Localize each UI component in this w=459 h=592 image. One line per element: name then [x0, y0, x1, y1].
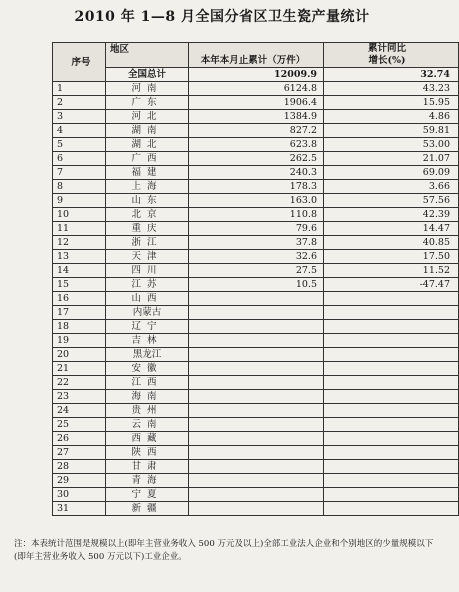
row-value [189, 488, 324, 502]
row-index: 4 [53, 124, 106, 138]
row-region: 江苏 [106, 278, 189, 292]
table-row [53, 474, 459, 488]
table-row [53, 166, 459, 180]
row-region: 山西 [106, 292, 189, 306]
table-row [53, 82, 459, 96]
row-value: 27.5 [189, 264, 324, 278]
row-value: 6124.8 [189, 82, 324, 96]
row-value [189, 474, 324, 488]
header-index: 序号 [53, 43, 106, 82]
row-value: 79.6 [189, 222, 324, 236]
row-index: 12 [53, 236, 106, 250]
row-growth [324, 404, 459, 418]
row-region: 广西 [106, 152, 189, 166]
row-growth: 69.09 [324, 166, 459, 180]
row-growth [324, 376, 459, 390]
total-row [53, 68, 459, 82]
row-index: 27 [53, 446, 106, 460]
row-index: 1 [53, 82, 106, 96]
table-body [53, 82, 459, 516]
row-index: 31 [53, 502, 106, 516]
row-region: 四川 [106, 264, 189, 278]
row-growth [324, 446, 459, 460]
row-index: 25 [53, 418, 106, 432]
row-growth: 57.56 [324, 194, 459, 208]
table-row [53, 292, 459, 306]
row-index: 9 [53, 194, 106, 208]
table-row [53, 488, 459, 502]
row-value [189, 376, 324, 390]
row-region: 山东 [106, 194, 189, 208]
table-row [53, 110, 459, 124]
row-index: 22 [53, 376, 106, 390]
row-growth: -47.47 [324, 278, 459, 292]
row-region: 上海 [106, 180, 189, 194]
row-growth: 59.81 [324, 124, 459, 138]
row-growth [324, 362, 459, 376]
table-row [53, 250, 459, 264]
row-value [189, 446, 324, 460]
row-growth [324, 474, 459, 488]
row-index: 3 [53, 110, 106, 124]
row-region: 河北 [106, 110, 189, 124]
row-region: 贵州 [106, 404, 189, 418]
table-row [53, 446, 459, 460]
row-index: 29 [53, 474, 106, 488]
row-growth [324, 502, 459, 516]
row-region: 重庆 [106, 222, 189, 236]
table-row [53, 264, 459, 278]
row-growth [324, 390, 459, 404]
row-region: 浙江 [106, 236, 189, 250]
row-value [189, 320, 324, 334]
table-row [53, 404, 459, 418]
row-growth [324, 432, 459, 446]
table-row [53, 236, 459, 250]
row-growth [324, 292, 459, 306]
row-growth: 15.95 [324, 96, 459, 110]
row-value: 37.8 [189, 236, 324, 250]
row-growth: 14.47 [324, 222, 459, 236]
production-table [52, 42, 459, 516]
row-region: 海南 [106, 390, 189, 404]
header-growth [324, 43, 459, 68]
table-header-row [53, 43, 459, 68]
table-row [53, 222, 459, 236]
table-row [53, 390, 459, 404]
row-region: 西藏 [106, 432, 189, 446]
row-growth: 42.39 [324, 208, 459, 222]
total-value: 12009.9 [189, 68, 324, 82]
header-value: 本年本月止累计（万件） [189, 43, 324, 68]
header-region: 地区 [106, 43, 189, 68]
row-index: 5 [53, 138, 106, 152]
table-row [53, 418, 459, 432]
row-value: 240.3 [189, 166, 324, 180]
page-title: 2010 年 1—8 月全国分省区卫生瓷产量统计 [74, 9, 370, 25]
row-value [189, 404, 324, 418]
table-row [53, 460, 459, 474]
row-index: 16 [53, 292, 106, 306]
row-growth: 53.00 [324, 138, 459, 152]
row-growth: 21.07 [324, 152, 459, 166]
row-growth: 43.23 [324, 82, 459, 96]
row-index: 20 [53, 348, 106, 362]
row-growth [324, 488, 459, 502]
row-growth [324, 460, 459, 474]
table-row [53, 376, 459, 390]
row-index: 7 [53, 166, 106, 180]
row-index: 18 [53, 320, 106, 334]
table-row [53, 320, 459, 334]
row-index: 21 [53, 362, 106, 376]
row-region: 天津 [106, 250, 189, 264]
table-row [53, 96, 459, 110]
row-growth: 3.66 [324, 180, 459, 194]
row-growth: 4.86 [324, 110, 459, 124]
row-value [189, 390, 324, 404]
row-region: 江西 [106, 376, 189, 390]
row-region: 北京 [106, 208, 189, 222]
row-index: 11 [53, 222, 106, 236]
row-region: 湖北 [106, 138, 189, 152]
table-row [53, 208, 459, 222]
row-region: 内蒙古 [106, 306, 189, 320]
table-row [53, 334, 459, 348]
row-region: 吉林 [106, 334, 189, 348]
row-region: 陕西 [106, 446, 189, 460]
row-region: 青海 [106, 474, 189, 488]
row-region: 宁夏 [106, 488, 189, 502]
row-index: 19 [53, 334, 106, 348]
row-value: 1906.4 [189, 96, 324, 110]
row-region: 湖南 [106, 124, 189, 138]
table-row [53, 306, 459, 320]
row-value: 163.0 [189, 194, 324, 208]
row-value [189, 348, 324, 362]
row-value [189, 292, 324, 306]
row-index: 28 [53, 460, 106, 474]
row-index: 15 [53, 278, 106, 292]
row-growth: 40.85 [324, 236, 459, 250]
row-region: 辽宁 [106, 320, 189, 334]
row-index: 30 [53, 488, 106, 502]
row-growth: 17.50 [324, 250, 459, 264]
row-growth [324, 348, 459, 362]
row-index: 24 [53, 404, 106, 418]
row-value: 10.5 [189, 278, 324, 292]
row-region: 福建 [106, 166, 189, 180]
row-value: 623.8 [189, 138, 324, 152]
row-growth [324, 418, 459, 432]
row-index: 23 [53, 390, 106, 404]
table-row [53, 278, 459, 292]
row-value [189, 432, 324, 446]
row-region: 甘肃 [106, 460, 189, 474]
row-value [189, 502, 324, 516]
row-value: 827.2 [189, 124, 324, 138]
table-row [53, 124, 459, 138]
row-value [189, 306, 324, 320]
row-value [189, 362, 324, 376]
row-index: 26 [53, 432, 106, 446]
row-region: 广东 [106, 96, 189, 110]
row-index: 14 [53, 264, 106, 278]
row-growth [324, 320, 459, 334]
table-row [53, 180, 459, 194]
footnote: 注：本表统计范围是规模以上(即年主营业务收入 500 万元及以上)全部工业法人企业和个别地区的少量规模以下(即年主营业务收入 500 万元以下)工业企业。 [14, 539, 434, 562]
row-value [189, 460, 324, 474]
row-growth [324, 334, 459, 348]
table-row [53, 194, 459, 208]
row-index: 8 [53, 180, 106, 194]
table-row [53, 152, 459, 166]
table-row [53, 348, 459, 362]
row-growth: 11.52 [324, 264, 459, 278]
row-value: 32.6 [189, 250, 324, 264]
row-index: 13 [53, 250, 106, 264]
row-value: 1384.9 [189, 110, 324, 124]
total-label: 全国总计 [106, 68, 189, 82]
table-row [53, 502, 459, 516]
row-region: 安徽 [106, 362, 189, 376]
row-index: 10 [53, 208, 106, 222]
row-index: 17 [53, 306, 106, 320]
row-value [189, 418, 324, 432]
row-region: 云南 [106, 418, 189, 432]
row-region: 河南 [106, 82, 189, 96]
row-value: 178.3 [189, 180, 324, 194]
row-index: 2 [53, 96, 106, 110]
row-value: 262.5 [189, 152, 324, 166]
row-region: 黑龙江 [106, 348, 189, 362]
row-index: 6 [53, 152, 106, 166]
row-region: 新疆 [106, 502, 189, 516]
row-value: 110.8 [189, 208, 324, 222]
table-row [53, 362, 459, 376]
table-row [53, 138, 459, 152]
header-growth-line2: 增长(%) [368, 55, 406, 66]
header-growth-line1: 累计同比 [367, 43, 406, 54]
row-value [189, 334, 324, 348]
row-growth [324, 306, 459, 320]
table-row [53, 432, 459, 446]
total-growth: 32.74 [324, 68, 459, 82]
